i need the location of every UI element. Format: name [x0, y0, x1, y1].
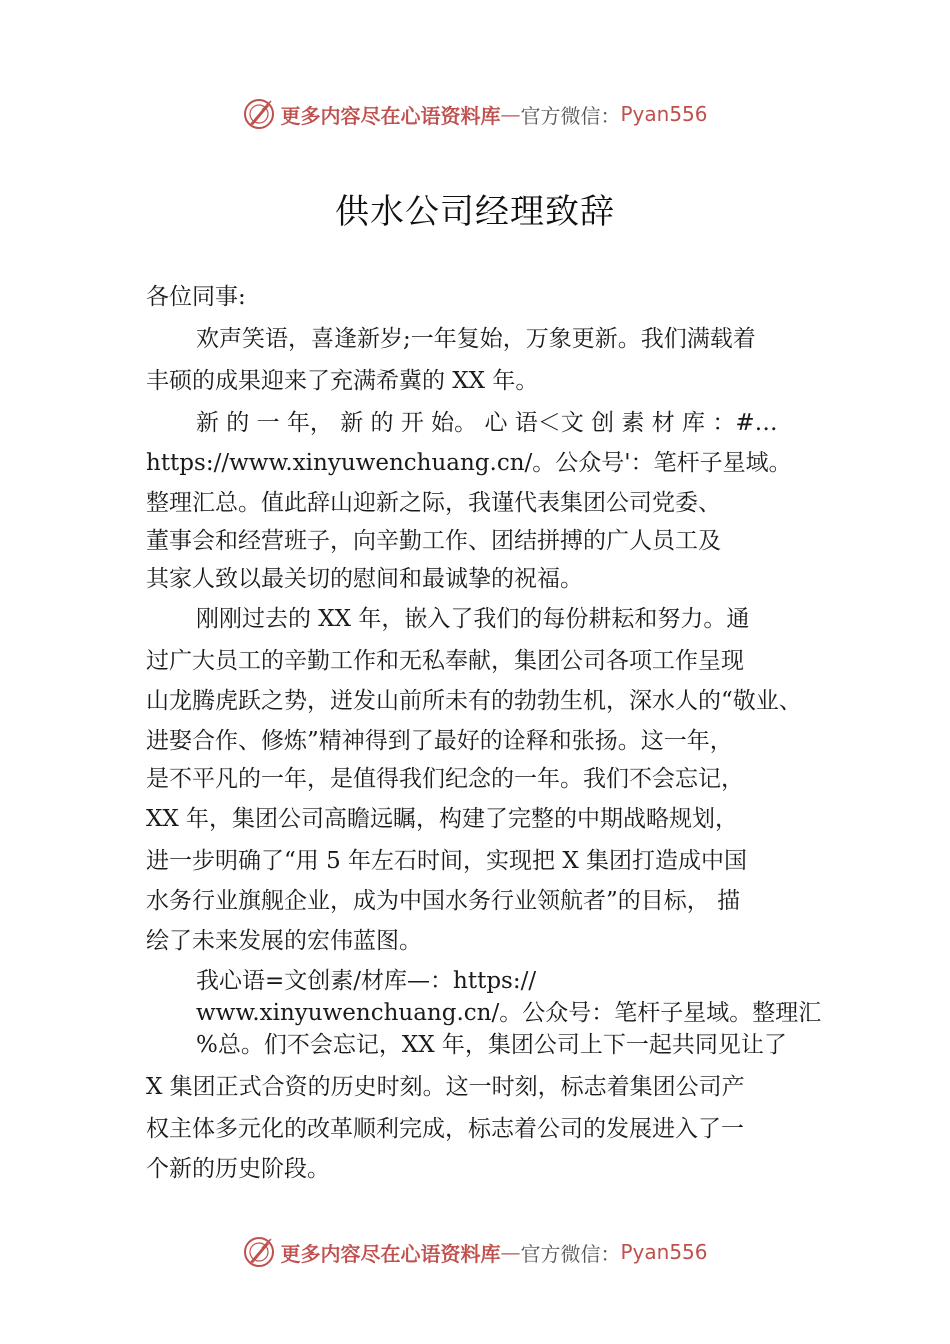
body-line: 欢声笑语，喜逢新岁;一年复始，万象更新。我们满载着: [196, 326, 756, 352]
body-line: 进娶合作、修炼”精神得到了最好的诠释和张扬。这一年，: [146, 728, 733, 754]
watermark-site-name: 更多内容尽在心语资料库: [280, 103, 501, 128]
watermark-separator: —: [500, 102, 521, 126]
body-line: 绘了未来发展的宏伟蓝图。: [146, 928, 422, 954]
body-line: https://www.xinyuwenchuang.cn/。公众号'：笔杆子星域。: [146, 450, 792, 476]
page-title: 供水公司经理致辞: [335, 192, 615, 232]
body-line: 丰硕的成果迎来了充满希冀的 XX 年。: [146, 368, 539, 394]
watermark-official-label: 官方微信：: [520, 103, 621, 128]
body-line: %总。们不会忘记，XX 年，集团公司上下一起共同见让了: [196, 1032, 787, 1058]
body-line: 董事会和经营班子，向辛勤工作、团结拼搏的广人员工及: [146, 528, 721, 554]
body-line: 我心语=文创素/材库—：https://: [196, 968, 537, 994]
body-line: 新 的 一 年， 新 的 开 始。 心 语＜文 创 素 材 库 ：#…: [196, 410, 778, 436]
watermark-account: Pyan556: [620, 102, 708, 126]
quill-pen-logo-icon: [242, 1235, 276, 1269]
body-line: 刚刚过去的 XX 年，嵌入了我们的每份耕耘和努力。通: [196, 606, 750, 632]
footer-watermark: [0, 1232, 950, 1272]
watermark-account: Pyan556: [620, 1240, 708, 1264]
body-line: 个新的历史阶段。: [146, 1156, 330, 1182]
body-line: 权主体多元化的改革顺利完成，标志着公司的发展进入了一: [146, 1116, 744, 1142]
watermark-official-label: 官方微信：: [520, 1241, 621, 1266]
body-line: 进一步明确了“用 5 年左石时间，实现把 X 集团打造成中国: [146, 848, 748, 874]
body-line: 是不平凡的一年，是值得我们纪念的一年。我们不会忘记，: [146, 766, 744, 792]
body-line: X 集团正式合资的历史时刻。这一时刻，标志着集团公司产: [146, 1074, 745, 1100]
body-line: 山龙腾虎跃之势，迸发山前所未有的勃勃生机，深水人的“敬业、: [146, 688, 802, 714]
watermark-site-name: 更多内容尽在心语资料库: [280, 1241, 501, 1266]
body-line: 水务行业旗舰企业，成为中国水务行业领航者”的目标， 描: [146, 888, 741, 914]
body-line: 整理汇总。值此辞山迎新之际，我谨代表集团公司党委、: [146, 490, 721, 516]
body-line: 其家人致以最关切的慰间和最诚挚的祝福。: [146, 566, 583, 592]
body-line: XX 年，集团公司高瞻远瞩，构建了完整的中期战略规划，: [146, 806, 739, 832]
salutation: 各位同事:: [146, 284, 246, 310]
body-line: 过广大员工的辛勤工作和无私奉献，集团公司各项工作呈现: [146, 648, 744, 674]
watermark-separator: —: [500, 1240, 521, 1264]
body-line: www.xinyuwenchuang.cn/。公众号：笔杆子星域。整理汇: [196, 1000, 822, 1026]
quill-pen-logo-icon: [242, 97, 276, 131]
header-watermark: [0, 94, 950, 134]
